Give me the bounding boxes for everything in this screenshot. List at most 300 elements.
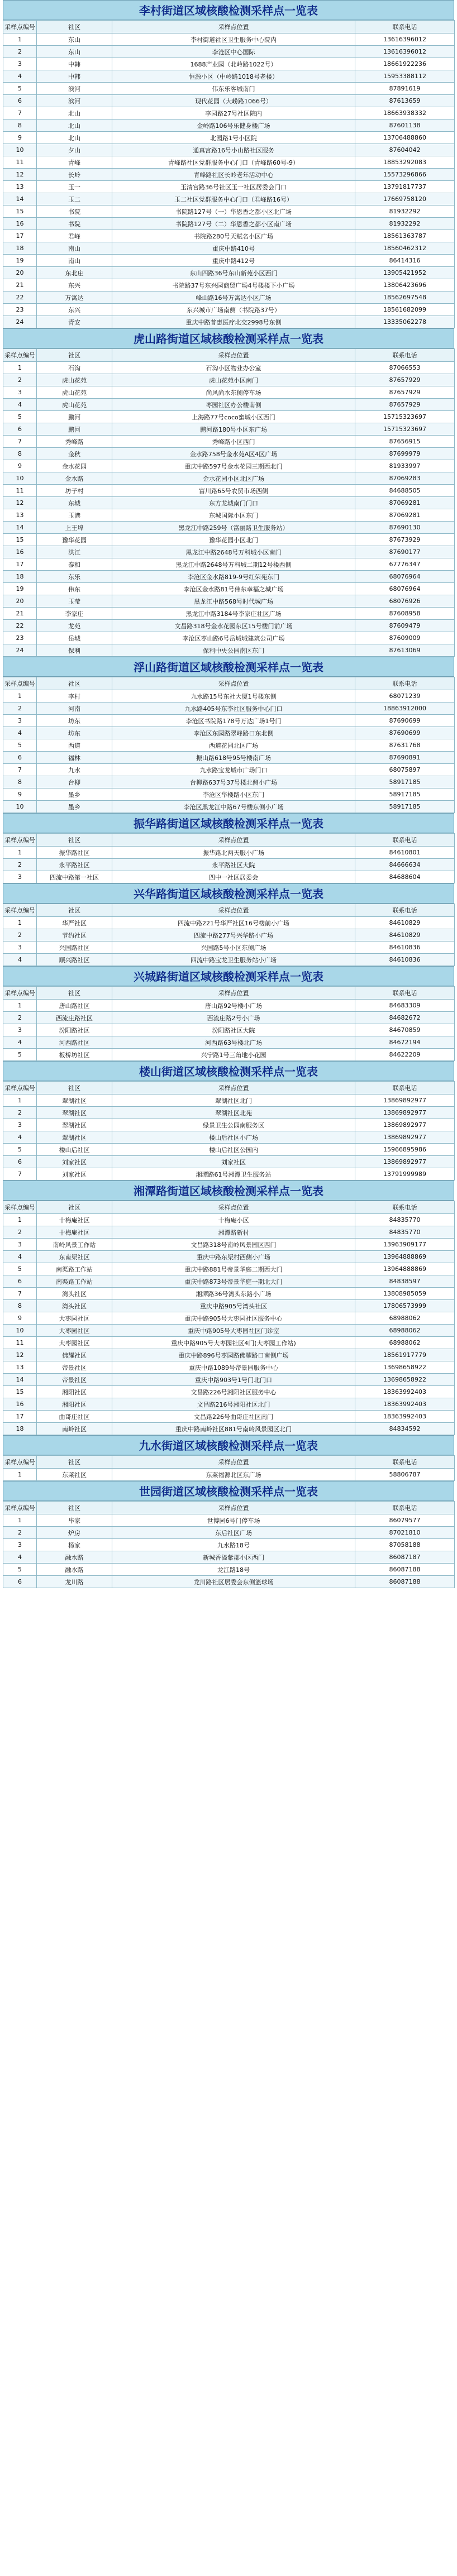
- section-title: 楼山街道区域核酸检测采样点一览表: [3, 1061, 454, 1081]
- cell-phone: 13869892977: [355, 1095, 455, 1107]
- table-row: [3, 801, 455, 813]
- table-row: [3, 411, 455, 423]
- table-row: [3, 448, 455, 460]
- table-row: [3, 132, 455, 144]
- cell-address: 黑龙江中路568号时代城广场: [112, 595, 355, 608]
- cell-community: 南岭社区: [37, 1423, 112, 1435]
- cell-community: 长岭: [37, 169, 112, 181]
- cell-no: 7: [3, 1288, 37, 1300]
- table-row: [3, 764, 455, 776]
- table-row: [3, 608, 455, 620]
- cell-community: 龙苑: [37, 620, 112, 632]
- cell-phone: 84683309: [355, 1000, 455, 1012]
- cell-no: 21: [3, 608, 37, 620]
- table-row: [3, 1469, 455, 1481]
- cell-address: 翠湖社区北苑: [112, 1107, 355, 1119]
- cell-no: 16: [3, 1398, 37, 1411]
- cell-phone: 87613069: [355, 644, 455, 657]
- cell-community: 大枣园社区: [37, 1312, 112, 1325]
- cell-address: 1688产业园（北岭路1022号）: [112, 58, 355, 70]
- cell-no: 22: [3, 620, 37, 632]
- section-8: [3, 1435, 454, 1481]
- cell-phone: 13791817737: [355, 181, 455, 193]
- table-row: [3, 107, 455, 120]
- cell-phone: 87690699: [355, 727, 455, 739]
- cell-no: 12: [3, 1349, 37, 1361]
- cell-address: 湘潭路新村: [112, 1226, 355, 1239]
- table-row: [3, 242, 455, 255]
- cell-community: 豫华花园: [37, 534, 112, 546]
- cell-phone: 68988062: [355, 1337, 455, 1349]
- header-no: 采样点编号: [3, 834, 37, 847]
- header-community: 社区: [37, 21, 112, 34]
- cell-address: 恒源小区（中岭路1018号老楼）: [112, 70, 355, 83]
- cell-no: 3: [3, 386, 37, 399]
- cell-community: 金水花园: [37, 460, 112, 472]
- cell-phone: 18663938332: [355, 107, 455, 120]
- cell-community: 东山: [37, 34, 112, 46]
- header-community: 社区: [37, 987, 112, 1000]
- cell-community: 滨河: [37, 95, 112, 107]
- cell-phone: 15953388112: [355, 70, 455, 83]
- cell-address: 重庆中路南岭社区881号南岭风景园区北门: [112, 1423, 355, 1435]
- cell-address: 重庆中路东渠村西侧小广场: [112, 1251, 355, 1263]
- cell-community: 青峰: [37, 156, 112, 169]
- cell-phone: 13616396012: [355, 34, 455, 46]
- cell-community: 板桥坊社区: [37, 1049, 112, 1061]
- table-row: [3, 316, 455, 328]
- cell-phone: 18561363787: [355, 230, 455, 242]
- cell-community: 刘家社区: [37, 1168, 112, 1181]
- cell-no: 1: [3, 362, 37, 374]
- cell-no: 2: [3, 702, 37, 715]
- header-community: 社区: [37, 349, 112, 362]
- header-phone: 联系电话: [355, 834, 455, 847]
- cell-phone: 58917185: [355, 788, 455, 801]
- cell-no: 12: [3, 169, 37, 181]
- cell-phone: 17669758120: [355, 193, 455, 205]
- cell-community: 湘阳社区: [37, 1398, 112, 1411]
- cell-address: 尚风尚水东侧停车场: [112, 386, 355, 399]
- cell-address: 湘潭路36号湾头东路小广场: [112, 1288, 355, 1300]
- table-row: [3, 193, 455, 205]
- cell-address: 李村街道社区卫生服务中心院内: [112, 34, 355, 46]
- cell-community: 虎山花苑: [37, 374, 112, 386]
- cell-no: 2: [3, 929, 37, 941]
- cell-address: 四流中路277号兴华路小广场: [112, 929, 355, 941]
- table-row: [3, 1095, 455, 1107]
- header-community: 社区: [37, 1201, 112, 1214]
- cell-phone: 87699979: [355, 448, 455, 460]
- cell-no: 17: [3, 1411, 37, 1423]
- header-phone: 联系电话: [355, 1456, 455, 1469]
- cell-community: 十梅庵社区: [37, 1214, 112, 1226]
- cell-no: 4: [3, 954, 37, 966]
- cell-address: 李园路27号社区院内: [112, 107, 355, 120]
- table-row: [3, 917, 455, 929]
- header-no: 采样点编号: [3, 1201, 37, 1214]
- cell-address: 重庆中路412号: [112, 255, 355, 267]
- cell-address: 唐山路92号楼小广场: [112, 1000, 355, 1012]
- cell-community: 万寓达: [37, 291, 112, 304]
- cell-phone: 68075897: [355, 764, 455, 776]
- table-row: [3, 1411, 455, 1423]
- cell-phone: 81932292: [355, 218, 455, 230]
- cell-phone: 84688604: [355, 871, 455, 883]
- sampling-table: [3, 1201, 455, 1435]
- cell-no: 4: [3, 399, 37, 411]
- cell-community: 滨河: [37, 83, 112, 95]
- cell-community: 唐山路社区: [37, 1000, 112, 1012]
- header-row: [3, 677, 455, 690]
- cell-no: 18: [3, 571, 37, 583]
- cell-community: 秀峰路: [37, 436, 112, 448]
- cell-phone: 13869892977: [355, 1131, 455, 1144]
- cell-address: 书院路127号（二）华恩香之都小区南广场: [112, 218, 355, 230]
- header-address: 采样点位置: [112, 987, 355, 1000]
- cell-phone: 87609009: [355, 632, 455, 644]
- cell-no: 7: [3, 107, 37, 120]
- cell-address: 台柳路637号37号楼北侧小广场: [112, 776, 355, 788]
- table-row: [3, 1131, 455, 1144]
- table-row: [3, 399, 455, 411]
- header-phone: 联系电话: [355, 1502, 455, 1514]
- table-row: [3, 1423, 455, 1435]
- cell-no: 9: [3, 788, 37, 801]
- cell-community: 君峰: [37, 230, 112, 242]
- table-row: [3, 1312, 455, 1325]
- table-row: [3, 571, 455, 583]
- cell-community: 大枣园社区: [37, 1337, 112, 1349]
- cell-community: 墨乡: [37, 788, 112, 801]
- section-title: 世园街道区域核酸检测采样点一览表: [3, 1481, 454, 1501]
- cell-address: 李沧区华楼路小区东门: [112, 788, 355, 801]
- header-phone: 联系电话: [355, 21, 455, 34]
- cell-address: 九水路15号东社大厦1号楼东侧: [112, 690, 355, 702]
- cell-address: 伟东乐客城南门: [112, 83, 355, 95]
- section-1: [3, 328, 454, 657]
- cell-phone: 86087187: [355, 1551, 455, 1564]
- cell-community: 帝景社区: [37, 1361, 112, 1374]
- cell-community: 振华路社区: [37, 847, 112, 859]
- cell-no: 4: [3, 70, 37, 83]
- cell-no: 12: [3, 497, 37, 509]
- cell-no: 16: [3, 546, 37, 558]
- cell-no: 24: [3, 644, 37, 657]
- cell-phone: 84666634: [355, 859, 455, 871]
- table-row: [3, 279, 455, 291]
- table-row: [3, 1539, 455, 1551]
- cell-phone: 13869892977: [355, 1156, 455, 1168]
- section-title: 九水街道区域核酸检测采样点一览表: [3, 1435, 454, 1455]
- table-row: [3, 386, 455, 399]
- cell-phone: 58917185: [355, 776, 455, 788]
- cell-phone: 13964888869: [355, 1251, 455, 1263]
- cell-community: 玉莹: [37, 595, 112, 608]
- cell-phone: 84688505: [355, 485, 455, 497]
- cell-no: 1: [3, 1214, 37, 1226]
- cell-no: 10: [3, 472, 37, 485]
- cell-community: 李村: [37, 690, 112, 702]
- cell-address: 重庆中路873号帝景华庭一期北大门: [112, 1275, 355, 1288]
- header-row: [3, 987, 455, 1000]
- cell-phone: 84610829: [355, 917, 455, 929]
- cell-no: 5: [3, 1049, 37, 1061]
- cell-phone: 68076926: [355, 595, 455, 608]
- cell-no: 5: [3, 411, 37, 423]
- cell-community: 永平路社区: [37, 859, 112, 871]
- cell-community: 福林: [37, 752, 112, 764]
- cell-address: 文昌路216号湘阳社区北门: [112, 1398, 355, 1411]
- cell-no: 9: [3, 132, 37, 144]
- cell-phone: 15966895986: [355, 1144, 455, 1156]
- section-title: 浮山路街道区域核酸检测采样点一览表: [3, 657, 454, 677]
- cell-phone: 58806787: [355, 1469, 455, 1481]
- section-title: 湘潭路街道区域核酸检测采样点一览表: [3, 1181, 454, 1201]
- cell-phone: 87673929: [355, 534, 455, 546]
- table-row: [3, 859, 455, 871]
- table-row: [3, 1024, 455, 1036]
- cell-community: 中韩: [37, 70, 112, 83]
- cell-community: 曲哥庄社区: [37, 1411, 112, 1423]
- header-no: 采样点编号: [3, 1502, 37, 1514]
- cell-no: 7: [3, 1168, 37, 1181]
- header-phone: 联系电话: [355, 349, 455, 362]
- cell-address: 九水路宝龙城市广场门口: [112, 764, 355, 776]
- cell-no: 6: [3, 1275, 37, 1288]
- cell-address: 金岭路106号乐健身楼广场: [112, 120, 355, 132]
- section-7: [3, 1181, 454, 1435]
- cell-community: 东莱社区: [37, 1469, 112, 1481]
- cell-phone: 68071239: [355, 690, 455, 702]
- cell-no: 15: [3, 205, 37, 218]
- cell-phone: 18363992403: [355, 1398, 455, 1411]
- cell-community: 泰和: [37, 558, 112, 571]
- header-community: 社区: [37, 834, 112, 847]
- cell-no: 17: [3, 230, 37, 242]
- table-row: [3, 1156, 455, 1168]
- header-community: 社区: [37, 1502, 112, 1514]
- cell-community: 南渠路工作站: [37, 1275, 112, 1288]
- table-row: [3, 1000, 455, 1012]
- cell-community: 佛耀社区: [37, 1349, 112, 1361]
- cell-no: 4: [3, 727, 37, 739]
- cell-address: 黑龙江中路2648号万科城小区南门: [112, 546, 355, 558]
- cell-community: 鹏河: [37, 411, 112, 423]
- cell-address: 青峰路社区长岭老年活动中心: [112, 169, 355, 181]
- cell-community: 玉港: [37, 509, 112, 522]
- cell-address: 玉二社区党群服务中心门口（君峰路16号）: [112, 193, 355, 205]
- cell-phone: 87058188: [355, 1539, 455, 1551]
- cell-community: 毕家: [37, 1514, 112, 1527]
- header-address: 采样点位置: [112, 21, 355, 34]
- table-row: [3, 1288, 455, 1300]
- cell-phone: 17806573999: [355, 1300, 455, 1312]
- cell-address: 九水路405号东李社区服务中心门口: [112, 702, 355, 715]
- cell-community: 华严社区: [37, 917, 112, 929]
- cell-address: 四流中路宝龙卫生服务站小广场: [112, 954, 355, 966]
- cell-address: 李沧区东园路翠峰路口东北侧: [112, 727, 355, 739]
- cell-no: 5: [3, 1564, 37, 1576]
- header-no: 采样点编号: [3, 677, 37, 690]
- table-row: [3, 1036, 455, 1049]
- cell-phone: 18363992403: [355, 1411, 455, 1423]
- cell-address: 重庆中路903号1号门北门口: [112, 1374, 355, 1386]
- cell-no: 1: [3, 690, 37, 702]
- cell-address: 九水路18号: [112, 1539, 355, 1551]
- cell-community: 虎山花苑: [37, 399, 112, 411]
- cell-phone: 87657929: [355, 374, 455, 386]
- table-row: [3, 423, 455, 436]
- cell-address: 重庆中路905号大枣园社区门诊室: [112, 1325, 355, 1337]
- cell-phone: 13963909177: [355, 1239, 455, 1251]
- cell-phone: 18560462312: [355, 242, 455, 255]
- table-row: [3, 218, 455, 230]
- cell-address: 李沧区黑龙江中路67号楼东侧小广场: [112, 801, 355, 813]
- cell-community: 楼山后社区: [37, 1144, 112, 1156]
- table-row: [3, 1527, 455, 1539]
- cell-phone: 87690699: [355, 715, 455, 727]
- cell-no: 8: [3, 120, 37, 132]
- header-row: [3, 349, 455, 362]
- cell-community: 翠湖社区: [37, 1119, 112, 1131]
- section-6: [3, 1061, 454, 1181]
- section-4: [3, 883, 454, 966]
- table-row: [3, 70, 455, 83]
- section-3: [3, 813, 454, 883]
- cell-phone: 68988062: [355, 1312, 455, 1325]
- table-row: [3, 181, 455, 193]
- cell-community: 顺兴路社区: [37, 954, 112, 966]
- cell-address: 鹏河路180号小区东广场: [112, 423, 355, 436]
- cell-phone: 58917185: [355, 801, 455, 813]
- header-no: 采样点编号: [3, 987, 37, 1000]
- header-phone: 联系电话: [355, 677, 455, 690]
- table-row: [3, 1300, 455, 1312]
- cell-community: 东山: [37, 46, 112, 58]
- cell-phone: 87631768: [355, 739, 455, 752]
- cell-community: 龙川路: [37, 1576, 112, 1588]
- cell-community: 北山: [37, 107, 112, 120]
- cell-community: 南山: [37, 255, 112, 267]
- document-root: [3, 0, 454, 1588]
- cell-no: 4: [3, 1551, 37, 1564]
- table-row: [3, 871, 455, 883]
- cell-community: 书院: [37, 218, 112, 230]
- cell-address: 东方龙城南门门口: [112, 497, 355, 509]
- cell-community: 洪江: [37, 546, 112, 558]
- section-5: [3, 966, 454, 1061]
- cell-address: 东莱福源北区东广场: [112, 1469, 355, 1481]
- table-row: [3, 169, 455, 181]
- section-title: 李村街道区域核酸检测采样点一览表: [3, 0, 454, 20]
- table-row: [3, 34, 455, 46]
- cell-phone: 18561917779: [355, 1349, 455, 1361]
- header-address: 采样点位置: [112, 1456, 355, 1469]
- table-row: [3, 1119, 455, 1131]
- cell-phone: 18561682099: [355, 304, 455, 316]
- header-no: 采样点编号: [3, 349, 37, 362]
- cell-no: 1: [3, 917, 37, 929]
- table-row: [3, 497, 455, 509]
- section-title: 振华路街道区域核酸检测采样点一览表: [3, 813, 454, 833]
- cell-community: 西流庄路社区: [37, 1012, 112, 1024]
- cell-phone: 13905421952: [355, 267, 455, 279]
- sampling-table: [3, 833, 455, 883]
- cell-phone: 84672194: [355, 1036, 455, 1049]
- cell-address: 文昌路318号南岭风景园区西门: [112, 1239, 355, 1251]
- cell-no: 2: [3, 46, 37, 58]
- cell-community: 融水路: [37, 1551, 112, 1564]
- cell-no: 20: [3, 595, 37, 608]
- cell-address: 十梅庵小区: [112, 1214, 355, 1226]
- cell-no: 2: [3, 374, 37, 386]
- cell-phone: 84610829: [355, 929, 455, 941]
- cell-no: 14: [3, 522, 37, 534]
- table-row: [3, 1386, 455, 1398]
- cell-phone: 13808985059: [355, 1288, 455, 1300]
- table-row: [3, 954, 455, 966]
- cell-no: 4: [3, 1131, 37, 1144]
- table-row: [3, 1275, 455, 1288]
- header-row: [3, 21, 455, 34]
- table-row: [3, 847, 455, 859]
- cell-address: 重庆中路1089号帝景园服务中心: [112, 1361, 355, 1374]
- cell-phone: 81932292: [355, 205, 455, 218]
- table-row: [3, 120, 455, 132]
- cell-phone: 13869892977: [355, 1107, 455, 1119]
- cell-no: 18: [3, 242, 37, 255]
- cell-no: 11: [3, 1337, 37, 1349]
- section-title: 兴华路街道区域核酸检测采样点一览表: [3, 883, 454, 904]
- cell-community: 融水路: [37, 1564, 112, 1576]
- cell-address: 兴宁路1号三角地小花园: [112, 1049, 355, 1061]
- cell-phone: 87069281: [355, 497, 455, 509]
- cell-no: 2: [3, 1527, 37, 1539]
- cell-community: 保利: [37, 644, 112, 657]
- cell-community: 东北庄: [37, 267, 112, 279]
- cell-address: 汾阳路社区大院: [112, 1024, 355, 1036]
- cell-phone: 87891619: [355, 83, 455, 95]
- cell-address: 重庆中路905号大枣园社区4门(大枣园工作站): [112, 1337, 355, 1349]
- table-row: [3, 788, 455, 801]
- header-phone: 联系电话: [355, 904, 455, 917]
- table-row: [3, 727, 455, 739]
- table-row: [3, 1551, 455, 1564]
- cell-community: 大枣园社区: [37, 1325, 112, 1337]
- cell-no: 2: [3, 1012, 37, 1024]
- table-row: [3, 95, 455, 107]
- cell-phone: 84610801: [355, 847, 455, 859]
- header-phone: 联系电话: [355, 1082, 455, 1095]
- cell-address: 石沟小区物业办公室: [112, 362, 355, 374]
- table-row: [3, 522, 455, 534]
- cell-address: 绿景卫生公园南服务区: [112, 1119, 355, 1131]
- cell-phone: 15573296866: [355, 169, 455, 181]
- table-row: [3, 58, 455, 70]
- header-no: 采样点编号: [3, 1082, 37, 1095]
- cell-phone: 13806423696: [355, 279, 455, 291]
- cell-address: 湘潭路61号湘潭卫生服务站: [112, 1168, 355, 1181]
- cell-phone: 87613659: [355, 95, 455, 107]
- table-row: [3, 472, 455, 485]
- table-row: [3, 205, 455, 218]
- cell-no: 13: [3, 181, 37, 193]
- cell-no: 19: [3, 255, 37, 267]
- cell-community: 坊子村: [37, 485, 112, 497]
- cell-address: 振华路北两天服小广场: [112, 847, 355, 859]
- cell-no: 1: [3, 847, 37, 859]
